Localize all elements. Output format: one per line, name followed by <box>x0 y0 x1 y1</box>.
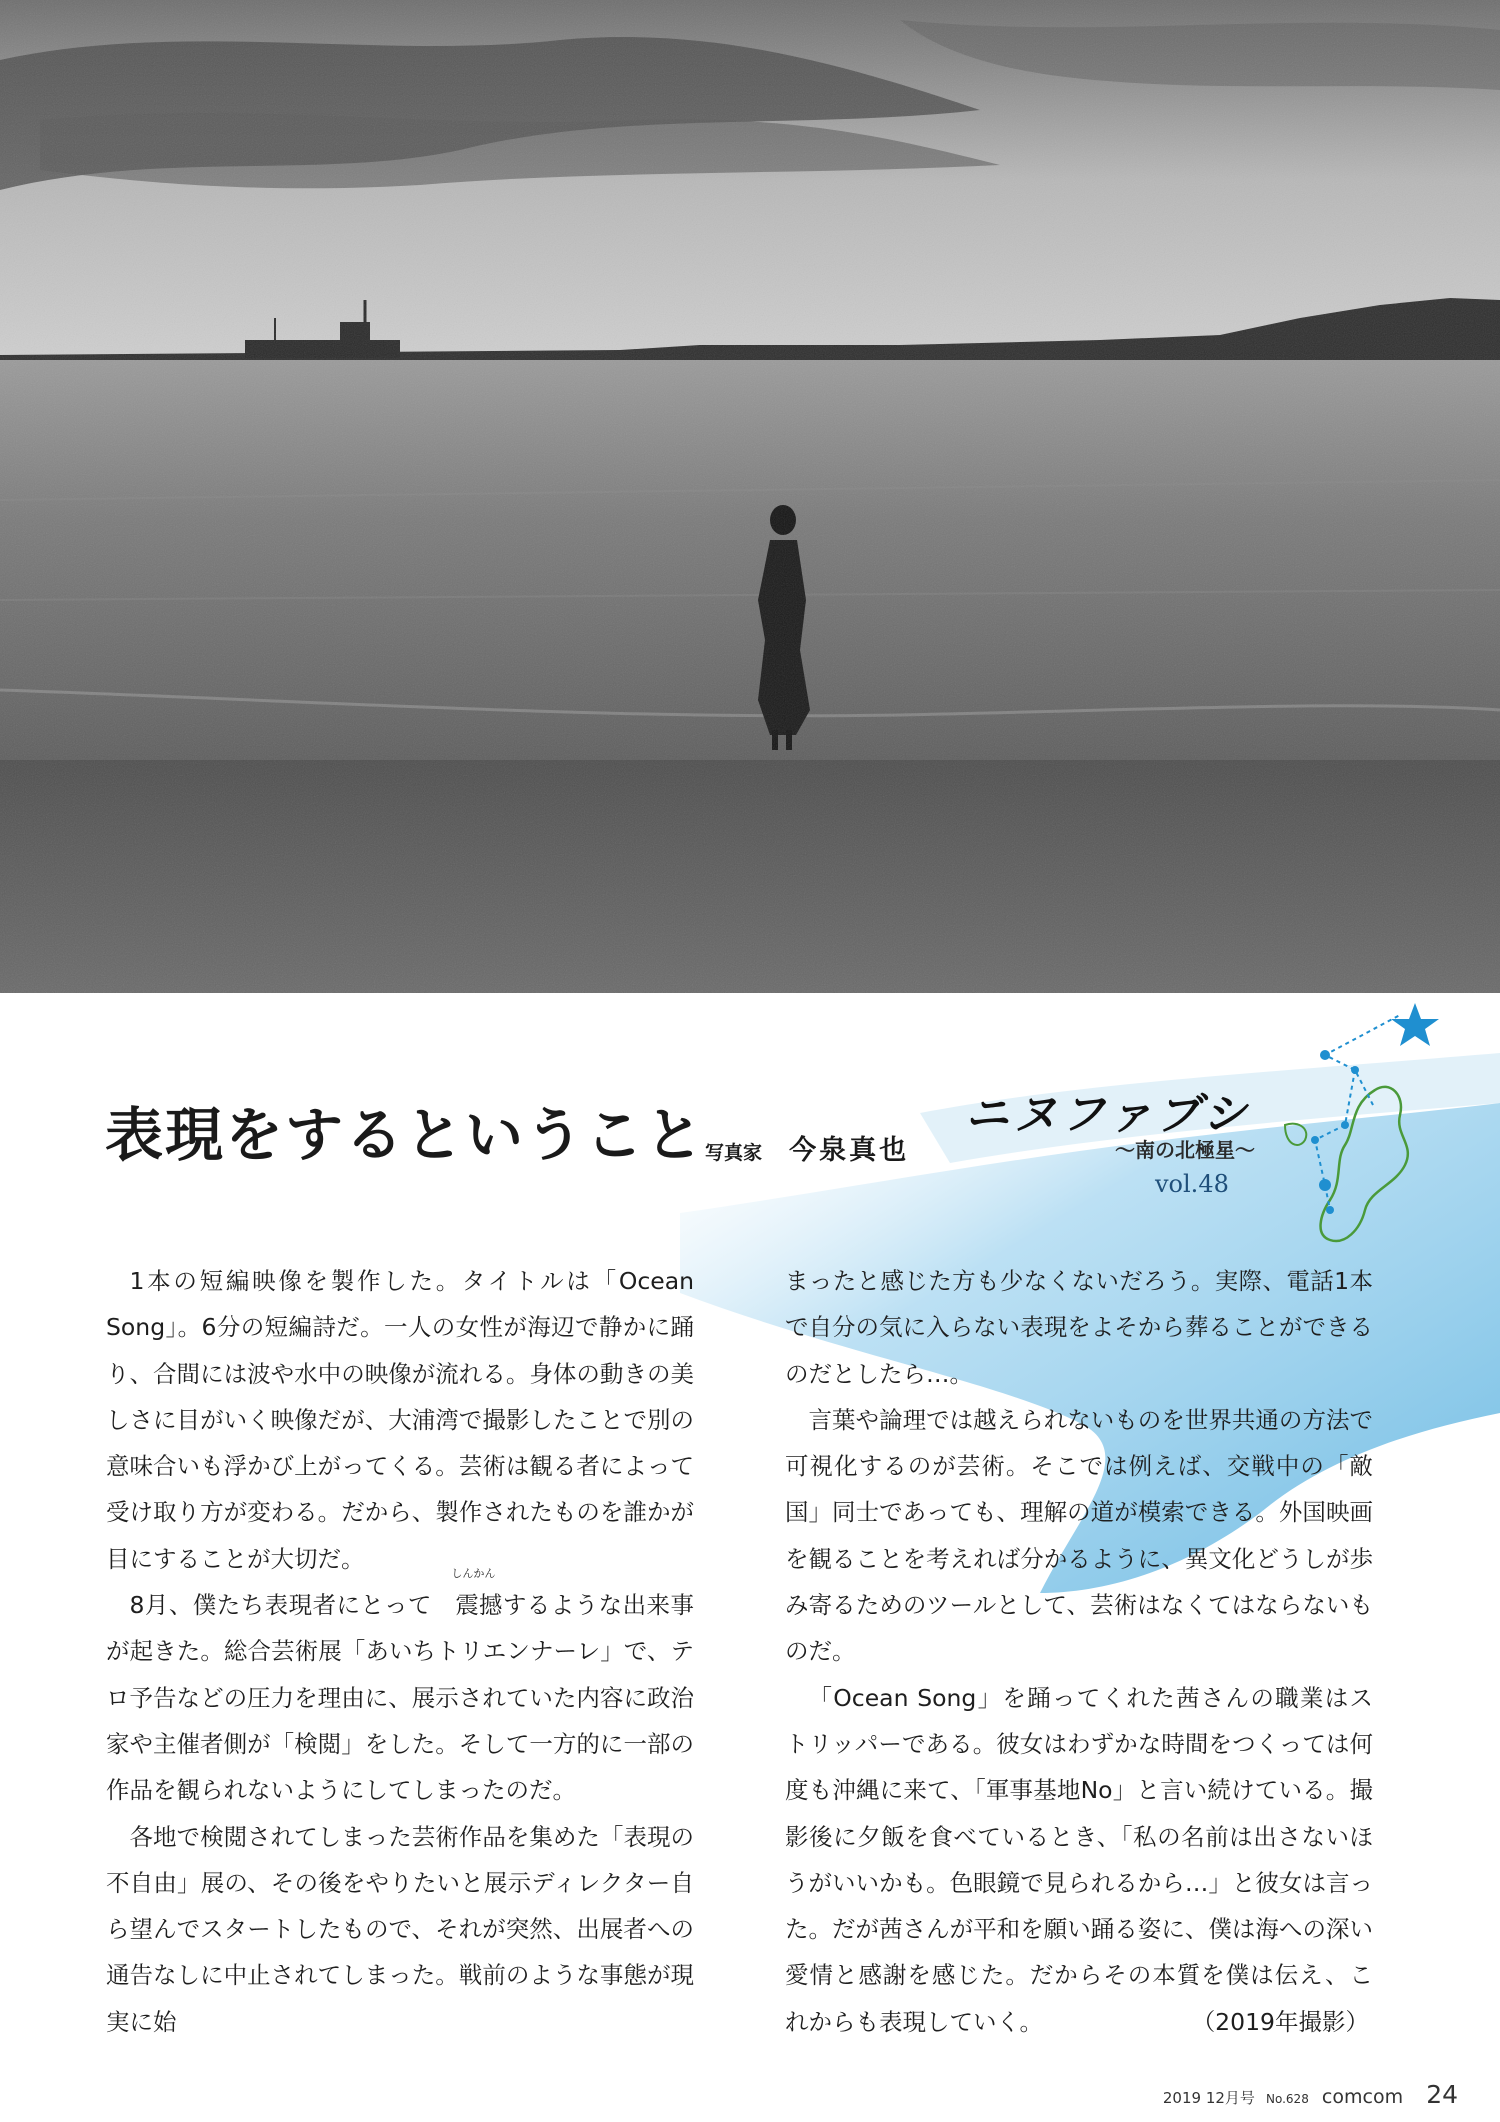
ruby-word <box>432 1567 503 1628</box>
author-role: 写真家 <box>705 1142 763 1164</box>
page-footer <box>1163 2080 1458 2109</box>
paragraph: 1本の短編映像を製作した。タイトルは「Ocean Song」。6分の短編詩だ。一人の女性が海辺で静かに踊り、合間には波や水中の映像が流れる。身体の動きの美しさに目がいく映像だが、大浦湾で撮影したことで別の意味合いも浮かび上がってくる。芸術は観る者によって受け取り方が変わる。だから、製作されたものを誰かが目にすることが大切だ。 <box>106 1267 694 1573</box>
okinawa-map-icon <box>1255 995 1470 1260</box>
body-column-2 <box>785 1258 1373 2045</box>
series-title: ニヌファブシ <box>965 1089 1251 1140</box>
page-number: 24 <box>1426 2080 1458 2109</box>
ruby-base: 震撼 <box>455 1591 503 1620</box>
series-header <box>965 1078 1255 1198</box>
author-name: 今泉真也 <box>789 1135 910 1166</box>
series-volume: vol.48 <box>1155 1170 1229 1198</box>
photo-credit: （2019年撮影） <box>1191 2007 1369 2036</box>
body-column-1 <box>106 1258 694 2045</box>
ruby-reading: しんかん <box>451 1567 496 1581</box>
magazine-name: comcom <box>1321 2086 1404 2108</box>
paragraph: 言葉や論理では越えられないものを世界共通の方法で可視化するのが芸術。そこでは例えば、交戦中の「敵国」同士であっても、理解の道が模索できる。外国映画を観ることを考えれば分かるように、異文化どうしが歩み寄るためのツールとして、芸術はなくてはならないものだ。 <box>785 1405 1373 1666</box>
series-subtitle: 〜南の北極星〜 <box>1115 1138 1255 1162</box>
paragraph: まったと感じた方も少なくないだろう。実際、電話1本で自分の気に入らない表現をよそから葬ることができるのだとしたら…。 <box>785 1267 1373 1388</box>
hero-photo <box>0 0 1500 993</box>
issue-date: 2019 12月号 <box>1162 2089 1255 2107</box>
article-title: 表現をするということ <box>105 1101 706 1169</box>
paragraph-text: 8月、僕たち表現者にとって <box>129 1591 432 1620</box>
byline <box>705 1128 909 1167</box>
issue-number: No.628 <box>1266 2092 1309 2106</box>
paragraph: 「Ocean Song」を踊ってくれた茜さんの職業はストリッパーである。彼女はわずかな時間をつくっては何度も沖縄に来て、「軍事基地No」と言い続けている。撮影後に夕飯を食べているとき、「私の名前は出さないほうがいいかも。色眼鏡で見られるから…」と彼女は言った。だが茜さんが平和を願い踊る姿に、僕は海への深い愛情と感謝を感じた。だからその本質を僕は伝え、これからも表現していく。 <box>785 1683 1373 2036</box>
paragraph <box>106 1567 694 1813</box>
paragraph-text: するような出来事が起きた。総合芸術展「あいちトリエンナーレ」で、テロ予告などの圧力を理由に、展示されていた内容に政治家や主催者側が「検閲」をした。そして一方的に一部の作品を観られないようにしてしまったのだ。 <box>106 1591 694 1805</box>
star-icon <box>1391 1003 1439 1046</box>
paragraph: 各地で検閲されてしまった芸術作品を集めた「表現の不自由」展の、その後をやりたいと展示ディレクター自ら望んでスタートしたもので、それが突然、出展者への通告なしに中止されてしまった。戦前のような事態が現実に始 <box>106 1822 694 2036</box>
